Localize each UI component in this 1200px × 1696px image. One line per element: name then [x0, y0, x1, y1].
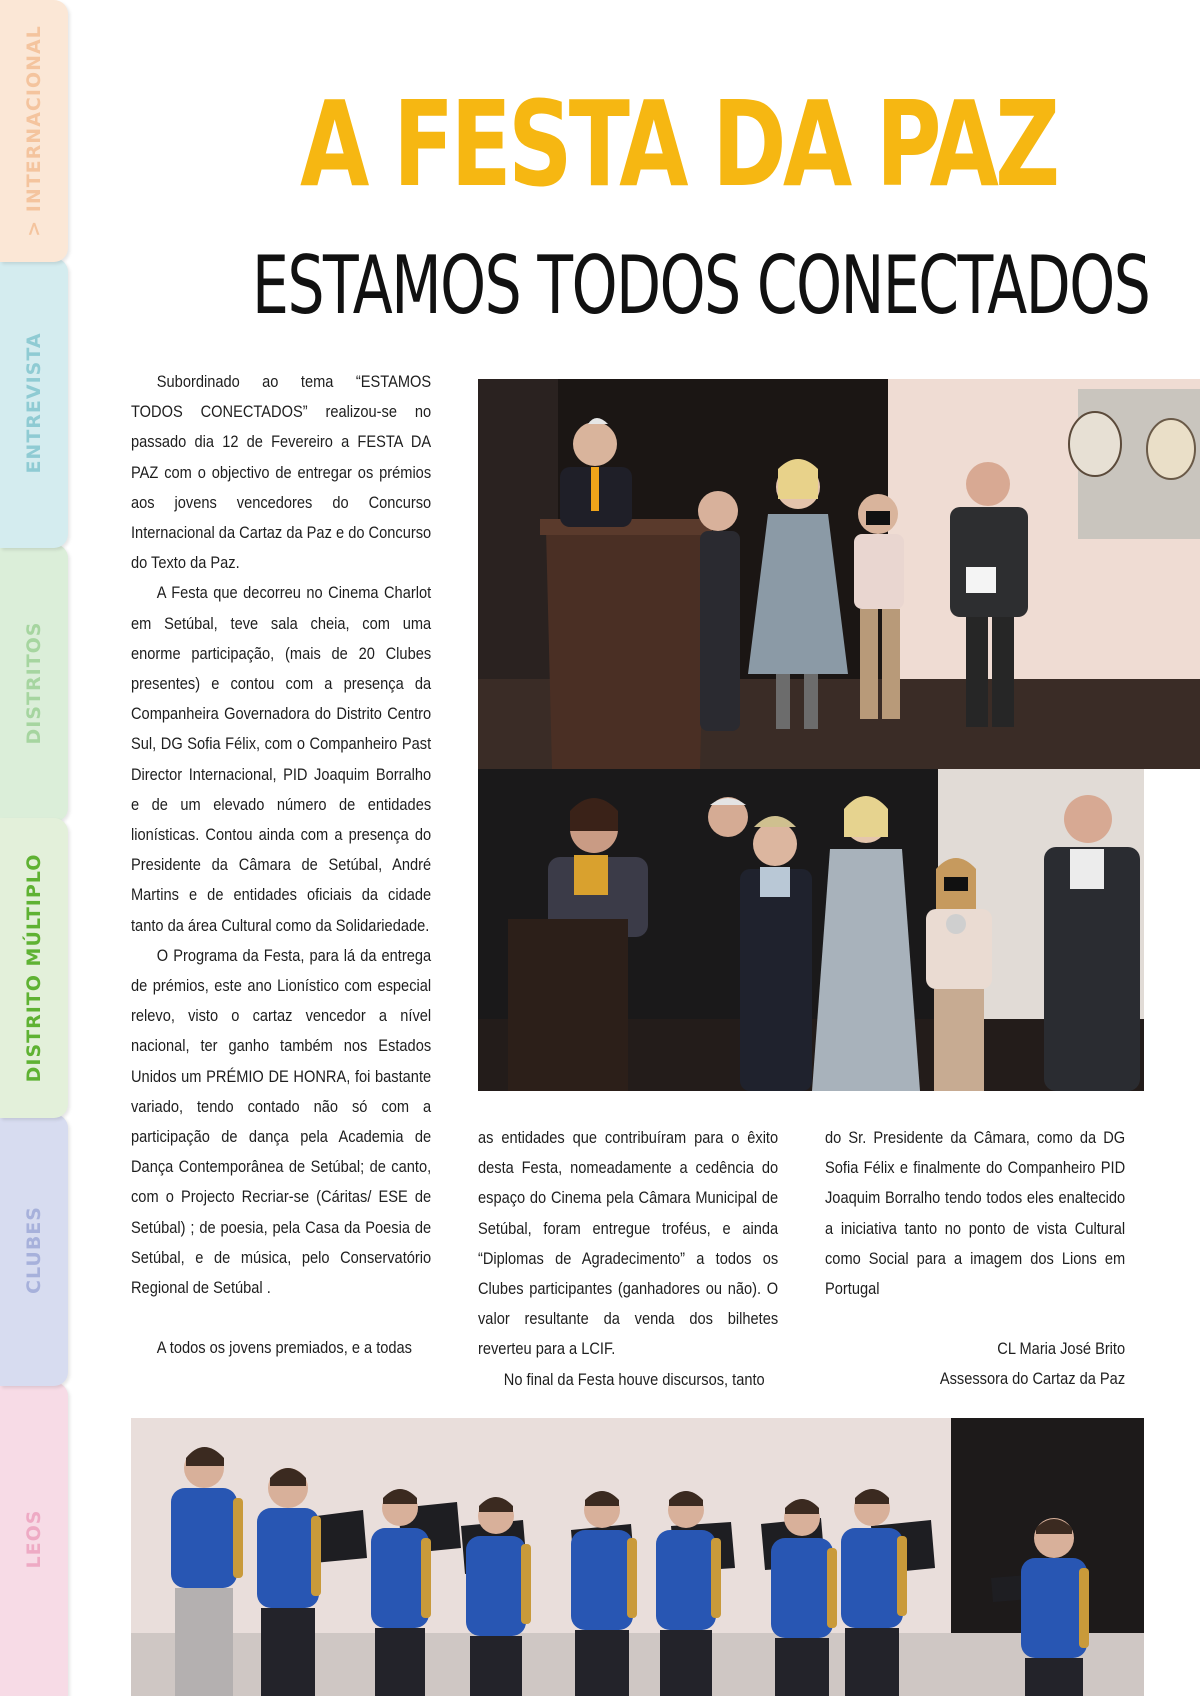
- text-column-3: [825, 1123, 1125, 1395]
- article-title: A FESTA DA PAZ: [300, 75, 1057, 213]
- side-tab-label: LEOS: [23, 1509, 45, 1569]
- paragraph: do Sr. Presidente da Câmara, como da DG Sofia Félix e finalmente do Companheiro PID Joaquim Borralho tendo todos eles enaltecido a iniciativa tanto no ponto de vista Cultural como Social para a imagem dos Lions em Portugal: [825, 1128, 1126, 1299]
- side-tab-label: CLUBES: [23, 1206, 45, 1294]
- side-tab-label: > INTERNACIONAL: [23, 25, 45, 237]
- paragraph: as entidades que contribuíram para o êxito desta Festa, nomeadamente a cedência do espaço do Cinema pela Câmara Municipal de Setúbal, foram entregue troféus, e ainda “Diplomas de Agradecimento” a todos os Clubes participantes (ganhadores ou não). O valor resultante da venda dos bilhetes reverteu para a LCIF.: [478, 1128, 779, 1359]
- photo-saxophone-ensemble: [131, 1418, 1144, 1696]
- side-tab-internacional[interactable]: [0, 0, 68, 262]
- signature-role: Assessora do Cartaz da Paz: [939, 1369, 1126, 1389]
- photo-stage-speech: [478, 379, 1200, 769]
- photo-stage-applause-image: [478, 769, 1144, 1091]
- text-column-1: [131, 367, 431, 1364]
- side-tab-distritos[interactable]: [0, 544, 68, 822]
- signature-name: CL Maria José Brito: [997, 1339, 1126, 1359]
- paragraph: No final da Festa houve discursos, tanto: [503, 1369, 765, 1389]
- side-tab-distrito-multiplo[interactable]: [0, 818, 68, 1118]
- side-tab-label: DISTRITO MÚLTIPLO: [23, 853, 45, 1083]
- side-tab-entrevista[interactable]: [0, 258, 68, 548]
- photo-saxophone-ensemble-image: [131, 1418, 1144, 1696]
- text-column-2: [478, 1123, 778, 1395]
- side-tab-clubes[interactable]: [0, 1114, 68, 1386]
- article-subtitle: ESTAMOS TODOS CONECTADOS: [252, 239, 1150, 332]
- paragraph: A todos os jovens premiados, e a todas: [156, 1338, 413, 1358]
- side-tab-leos[interactable]: [0, 1382, 68, 1696]
- paragraph: Subordinado ao tema “ESTAMOS TODOS CONECTADOS” realizou-se no passado dia 12 de Fevereiro a FESTA DA PAZ com o objectivo de entregar os prémios aos jovens vencedores do Concurso Internacional da Cartaz da Paz e do Concurso do Texto da Paz.: [131, 372, 432, 573]
- photo-stage-speech-image: [478, 379, 1200, 769]
- side-tab-label: ENTREVISTA: [23, 332, 45, 474]
- side-tab-label: DISTRITOS: [23, 621, 45, 745]
- paragraph: A Festa que decorreu no Cinema Charlot em Setúbal, teve sala cheia, com uma enorme participação, (mais de 20 Clubes presentes) e contou com a presença da Companheira Governadora do Distrito Centro Sul, DG Sofia Félix, com o Companheiro Past Director Internacional, PID Joaquim Borralho e de um elevado número de entidades lionísticas. Contou ainda com a presença do Presidente da Câmara de Setúbal, André Martins e de entidades oficiais da cidade tanto da área Cultural como da Solidariedade.: [131, 583, 432, 935]
- photo-stage-applause: [478, 769, 1144, 1091]
- paragraph: O Programa da Festa, para lá da entrega de prémios, este ano Lionístico com especial relevo, visto o cartaz vencedor a nível nacional, ter ganho também nos Estados Unidos um PRÉMIO DE HONRA, foi bastante variado, tendo contado não só com a participação de dança pela Academia de Dança Contemporânea de Setúbal; de canto, com o Projecto Recriar-se (Cáritas/ ESE de Setúbal) ; de poesia, pela Casa da Poesia de Setúbal, e de música, pelo Conservatório Regional de Setúbal .: [131, 945, 432, 1298]
